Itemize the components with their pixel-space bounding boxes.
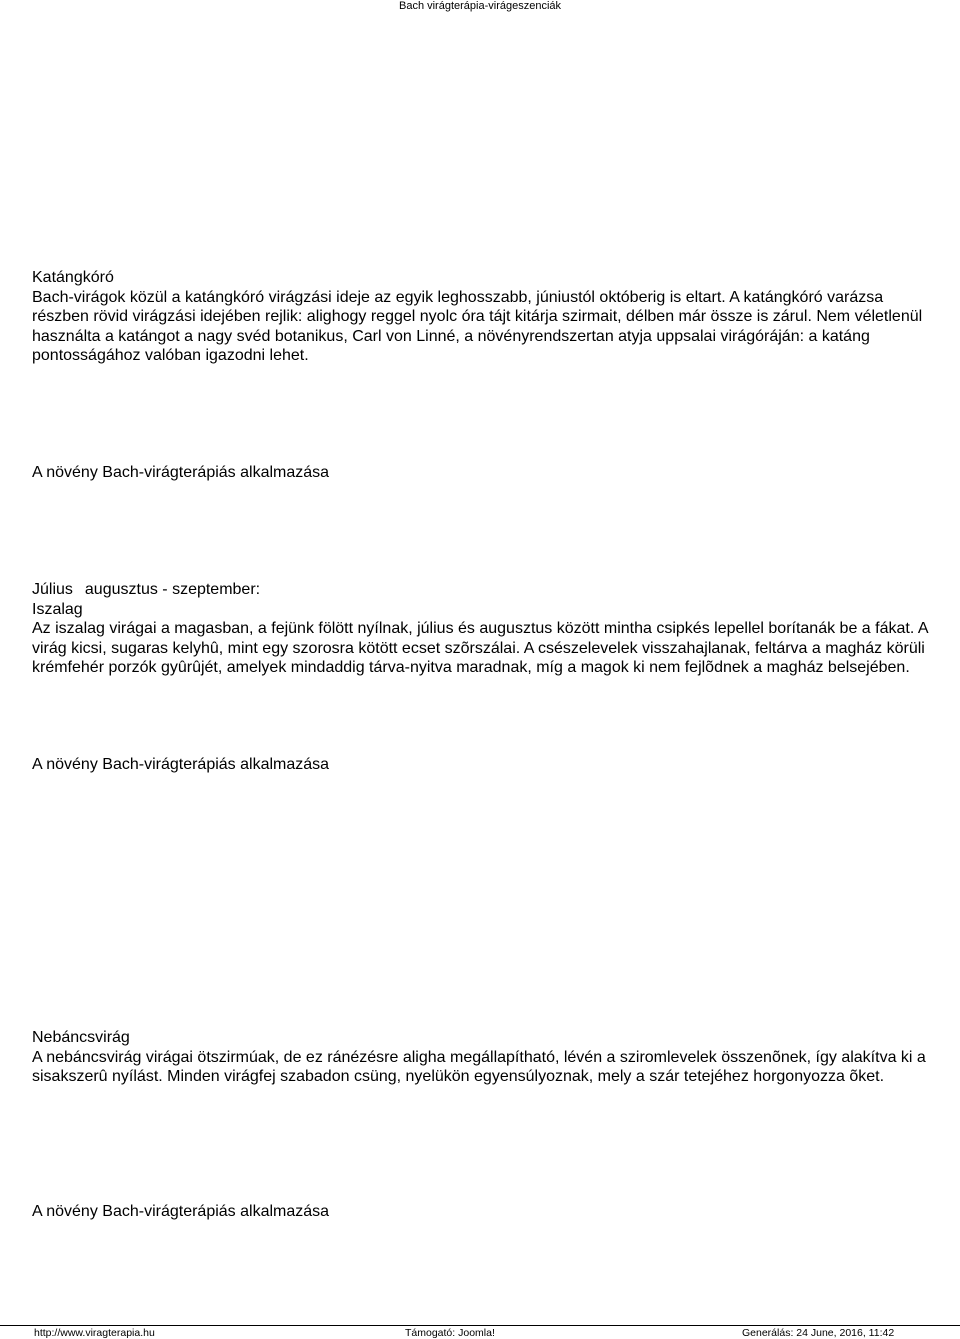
page-title: Bach virágterápia-virágeszenciák [398,0,562,12]
season-month: Július [32,581,73,598]
page-footer [0,1325,960,1339]
section-body: Az iszalag virágai a magasban, a fejünk fölött nyílnak, július és augusztus között mintha csipkés lepellel borítanák be a fákat. A virág kicsi, sugaras kelyhû, mint egy szorosra kötött ecset szõrszálai. A csészelevelek visszahajlanak, feltárva a magház körüli krémfehér porzók gyûrûjét, amelyek mindaddig tárva-nyitva maradnak, míg a magok ki nem fejlõdnek a magház belsejében. [32,620,928,676]
footer-support: Támogató: Joomla! [405,1327,495,1339]
section-nebancsvirag [32,1028,932,1087]
footer-url-link[interactable]: http://www.viragterapia.hu [34,1327,155,1339]
section-body: A nebáncsvirág virágai ötszirmúak, de ez ránézésre aligha megállapítható, lévén a sziromlevelek összenõnek, így alakítva ki a sisakszerû nyílást. Minden virágfej szabadon csüng, nyelükön egyensúlyoznak, mely a szár tetejéhez horgonyozza õket. [32,1048,926,1085]
application-link-text[interactable]: A növény Bach-virágterápiás alkalmazása [32,464,330,481]
section-iszalag [32,580,932,678]
section-title: Nebáncsvirág [32,1029,130,1046]
footer-generated: Generálás: 24 June, 2016, 11:42 [742,1327,895,1339]
application-link-katangkoro[interactable] [32,463,932,483]
section-title: Iszalag [32,600,83,618]
section-katangkoro [32,268,932,366]
section-body: Bach-virágok közül a katángkóró virágzási ideje az egyik leghosszabb, júniustól októberig is eltart. A katángkóró varázsa részben rövid virágzási idejében rejlik: alighogy reggel nyolc óra tájt kitárja szirmait, délben már össze is zárul. Nem véletlenül használta a katángot a nagy svéd botanikus, Carl von Linné, a növényrendszertan atyja uppsalai virágóráján: a katáng pontosságához valóban igazodni lehet. [32,288,923,364]
application-link-nebancsvirag[interactable] [32,1202,932,1222]
application-link-iszalag[interactable] [32,755,932,775]
section-title: Katángkóró [32,269,114,286]
application-link-text[interactable]: A növény Bach-virágterápiás alkalmazása [32,1203,330,1220]
season-months-rest: augusztus - szeptember: [84,581,261,598]
application-link-text[interactable]: A növény Bach-virágterápiás alkalmazása [32,756,330,773]
page-header [0,0,960,12]
season-line [32,580,932,600]
